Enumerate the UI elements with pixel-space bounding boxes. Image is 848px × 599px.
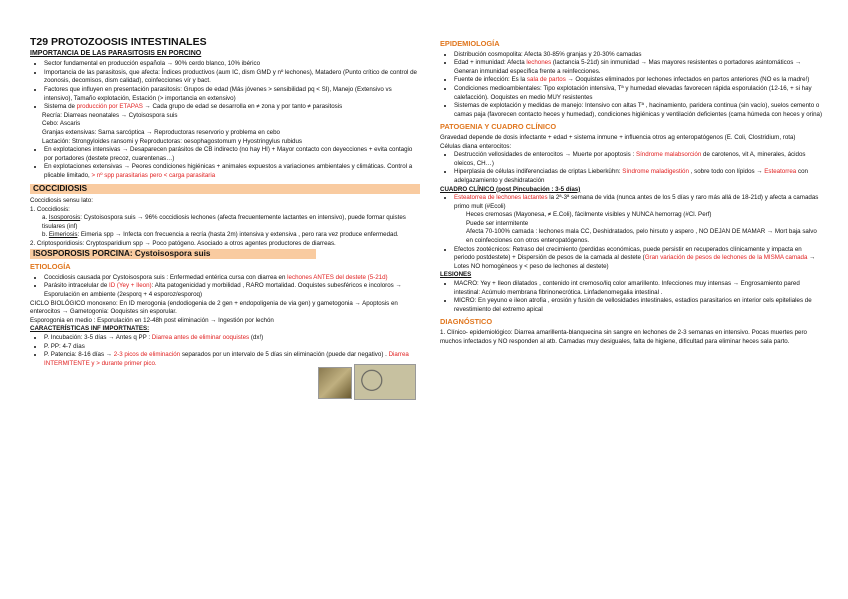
list-item: • Sistemas de explotación y medidas de manejo: Intensivo con altas Tª , hacinamiento, paridera continua (sin vacío), suelos cemento o camas paja (favorecen contacto heces y humedad), condiciones higiénicas y ventilación deficientes (cama húmeda con heces y orina) [454,102,824,119]
list-item [454,151,824,168]
list-item: b. Eimeriosis: Eimeria spp → Infecta con frecuencia a recría (hasta 2m) intensiva y extensiva , pero rara vez produce enfermedad. [42,231,399,239]
text: Sistema de [44,103,77,111]
list-item: Cebo: Ascaris [42,120,81,128]
text: P. Incubación: 3-5 días → Antes q PP : [44,334,152,341]
list-item [44,103,420,112]
system-list [30,146,420,180]
highlight-red: Esteatorrea de lechones lactantes [454,194,548,202]
list-item [454,194,824,211]
list-item: • MICRO: En yeyuno e ileon atrofia , erosión y fusión de vellosidades intestinales, estadios parasitarios en interior cels epiteliales de revestimiento del extremo apical [454,297,824,314]
list-item: • En explotaciones intensivas → Desaparecen parásitos de CB indirecto (no hay HI) + Mayor contacto con deyecciones + evita contagio por portadores (destete precoz, cuarentenas…) [44,146,420,163]
text: de carotenos, vit A, minerales, ácidos oleicos, CH…) [454,151,806,167]
epidemiology-list [440,51,824,120]
list-item: • Factores que influyen en presentación parasitosis: Grupos de edad (Más jóvenes > sensibilidad pq < SI), Manejo (Extensivo vs intensivo), Tamaño explotación, Estación (> importancia en extensivo) [44,86,420,103]
highlight-red: lechones ANTES del destete (5-21d) [287,273,388,281]
highlight-red: Esteatorrea [764,168,797,176]
text: Parásito intracelular de [44,282,110,290]
text: , sobre todo con lípidos → [688,168,765,176]
text: 2. Criptosporidiosis: Cryptosparidium spp → Poco patógeno. Asociado a otros agentes productores de diarreas. [30,240,336,248]
text: → Ooquistes eliminados por lechones infectados en partos anteriores (NO es la madre!) [565,76,810,84]
text: Destrucción vellosidades de enterocitos → Muerte por apoptosis : [454,151,636,159]
oocyst-micrograph [354,364,416,400]
highlight-red: ID (Yey + Ileon) [109,282,152,290]
text: (dx!) [249,334,264,341]
list-item [454,76,824,85]
text: Coccidiosis causada por Cystoisospora suis : Enfermedad entérica cursa con diarrea en [44,273,288,281]
list-item: Afecta 70-100% camada : lechones mala CC, Deshidratados, pelo hirsuto y aspero , NO DEJAN DE MAMAR → Mort baja salvo en coinfecciones con otros enteropatógenos. [466,228,817,245]
text: (lactancia 5-21d) sin inmunidad → Mas mayores resistentes o portadores asintomáticos → Generan inmunidad específica frente a reinfecciones. [454,59,802,75]
text: separados por un intervalo de 5 días sin eliminación (puede dar negativo) . [180,351,389,359]
text: la 2ª-3ª semana de vida (nunca antes de los 5 días y raro más allá de 18-21d) y afecta a camadas primo mult (#Ecoli) [454,194,819,210]
list-item: Lactación: Strongyloides ransomi y Reproductoras: oesophagostomum y Hyostringylus rubidus [42,137,303,145]
age-groups [30,112,420,146]
list-item: • MACRO: Yey + Ileon dilatados , contenido int cremoso/liq color amarillento. Infecciones muy intensas → Engrosamiento pared intestinal: Acúmulo membrana fibrinonecrótica. Linfadenomegalia intestinal . [454,280,824,297]
list-item: Puede ser intermitente [466,219,529,227]
text: → Lotes NO homogéneos y < peso de lechones al destete) [454,254,816,270]
highlight-red: Gran variación de pesos de lechones de la MISMA camada [644,254,808,262]
text: con adelgazamiento y deshidratación [454,168,808,184]
text: P. Patencia: 8-16 días → [44,351,114,359]
highlight-red: Síndrome malabsorción [635,151,702,159]
list-item [44,274,420,283]
pig-photo [318,367,352,399]
list-item: • Condiciones medioambientales: Tipo explotación intensiva, Tª y humedad elevadas favorecen rápida esporulación (12-16, + si hay calefacción). Ooquistes en medio MUY resistentes [454,85,824,102]
section-isosporosis: ISOSPOROSIS PORCINA: Cystoisospora suis [30,249,316,260]
page-title: T29 PROTOZOOSIS INTESTINALES [30,36,207,48]
section-epidemiology: EPIDEMIOLOGÍA [440,39,500,48]
section-lesions: LESIONES [440,271,472,279]
text: En explotaciones extensivas → Peores condiciones higiénicas + animales expuestos a variaciones ambientales y climáticas. Control a plicable limitado, [44,163,413,179]
text: → Cada grupo de edad se desarrolla en ≠ zona y por tanto ≠ parasitosis [142,103,343,111]
highlight-red: producción por ETAPAS [76,103,143,111]
section-characteristics: CARACTERÍSTICAS INF IMPORTNATES: [30,325,150,333]
highlight-red: lechones [526,59,552,67]
text: CICLO BIOLÓGICO monoxeno: En ID merogonia (endodiogenia de 2 gen + endopoligenia de via gen) y gametogonia → Apoptosis en enterocitos → Gametogonia: Ooquistes sin esporular. [30,299,398,316]
list-item: • Importancia de las parasitosis, que afecta: Índices productivos (aum IC, dism GMD y nº lechones), Matadero (Punto crítico de control de zoonosis, decomisos, dism calidad), coinfecciones vír y bact. [44,69,420,86]
pathogenesis-list [440,151,824,185]
section-coccidiosis: COCCIDIOSIS [30,184,420,195]
list-item: • P. PP: 4-7 días [44,343,420,352]
lesions-list [440,280,824,314]
text: 1. Clínico- epidemiológico: Diarrea amarillenta-blanquecina sin sangre en lechones de 2-3 semanas en intensivo. Pocas muertes pero muchos infectados y NO responden al atb. Camadas muy desiguales, falta de higiene, dificultad para eliminar heces sala parto. [440,329,807,345]
list-item: Heces cremosas (Mayonesa, ≠ E.Coli), fácilmente visibles y NUNCA hemorrag (#Cl. Perf) [466,211,712,219]
list-item [454,246,824,272]
coccidiosis-types [30,214,420,240]
section-etiology: ETIOLOGÍA [30,262,71,272]
list-item [454,59,824,76]
text: Coccidiosis sensu lato: [30,197,93,205]
text: Gravedad depende de dosis infectante + edad + sistema inmune + influencia otros ag enteropatógenos (E. Coli, Clostridium, rota) [440,133,796,141]
list-item: Recría: Diarreas neonatales → Cytoisospora suis [42,111,178,119]
section-importance: IMPORTANCIA DE LAS PARASITOSIS EN PORCINO [30,49,202,57]
text: Hiperplasia de células indiferenciadas de criptas Lieberkühn: [454,168,623,176]
text: 1. Coccidiosis: [30,205,70,213]
highlight-red: sala de partos [526,76,566,84]
list-item: • Sector fundamental en producción española → 90% cerdo blanco, 10% ibérico [44,60,420,69]
list-item: • Distribución cosmopolita: Afecta 30-85% granjas y 20-30% camadas [454,51,824,60]
section-diagnosis: DIAGNÓSTICO [440,317,493,327]
text: Fuente de infección: Es la [454,76,527,84]
importance-list [30,60,420,112]
highlight-red: Diarrea INTERMITENTE y > durante primer pico. [44,351,409,367]
text: Esporogonia en medio : Esporulación en 12-48h post eliminación → Ingestión por lechón [30,316,274,324]
list-item: Granjas extensivas: Sarna sarcóptica → Reproductoras reservorio y problema en cebo [42,128,280,136]
highlight-red: 2-3 picos de eliminación [113,351,181,359]
text: : Eimeria spp → Infecta con frecuencia a recría (hasta 2m) intensiva y extensiva , pero rara vez produce enfermedad. [77,231,399,239]
list-item: a. Isosporosis: Cystoisospora suis → 96% coccidiosis lechones (afecta frecuentemente lactantes en intensivo), puede formar quistes tisulares (inf) [42,214,406,230]
etiology-list [30,274,420,300]
highlight-red: Diarrea antes de eliminar ooquistes [151,334,250,341]
list-item [454,168,824,185]
text: Efectos zootécnicos: Retraso del crecimiento (perdidas económicas, puede persistir en recuperados clínicamente y impacta en periodo postdestete) + Dispersión de pesos de la camada al destete ( [454,245,802,262]
list-item [44,163,420,180]
text: Células diana enterocitos: [440,142,512,150]
effects-list [440,246,824,272]
text: Edad + inmunidad: Afecta [454,59,527,67]
clinical-list [440,194,824,211]
left-column [30,0,420,368]
list-item [44,282,420,299]
term: Eimeriosis [48,231,78,239]
section-clinical: CUADRO CLÍNICO (post Pincubación : 3-5 días) [440,185,581,193]
text: : Alta patogenicidad y morbilidad , RARO mortalidad. Ooquistes subesféricos e incoloros → Esporulación en ambiente (2esporq + 4 esporoz/esporoq) [44,282,402,299]
term: Isosporosis [48,214,81,222]
text: : Cystoisospora suis → 96% coccidiosis lechones (afecta frecuentemente lactantes en intensivo), puede formar quistes tisulares (inf) [42,214,406,230]
highlight-red: Síndrome maladigestión [622,168,689,176]
list-item [44,334,420,343]
right-column [440,36,824,346]
section-pathogenesis: PATOGENIA Y CUADRO CLÍNICO [440,122,557,132]
highlight-red: > nº spp parasitarias pero < carga parasitaria [91,171,216,179]
clinical-sublist [440,211,824,245]
